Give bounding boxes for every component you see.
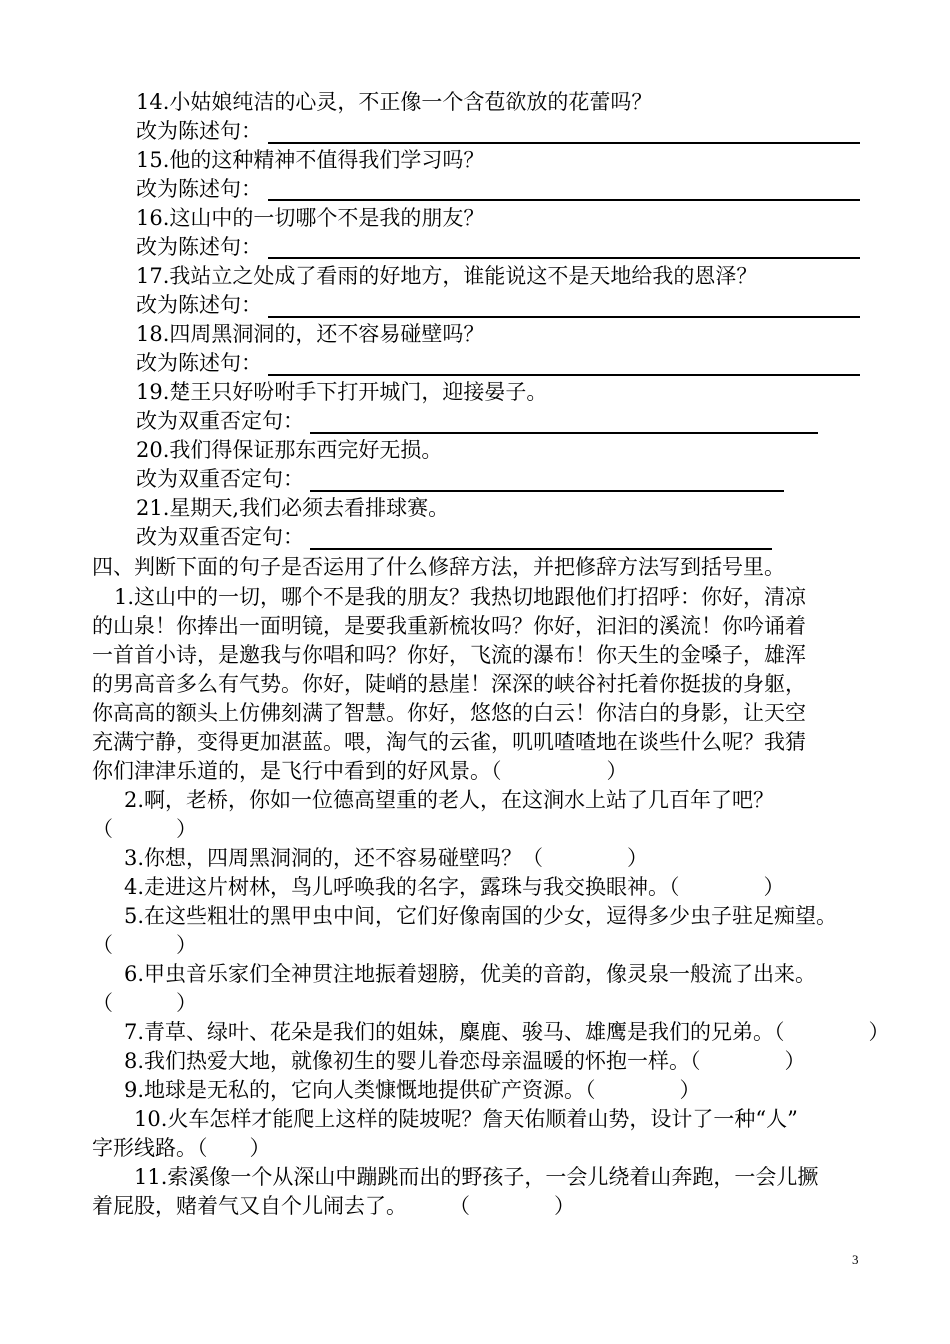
answer-line-14[interactable] [268,142,860,144]
answer-prompt-19: 改为双重否定句： [136,409,304,433]
section-heading-4: 四、判断下面的句子是否运用了什么修辞方法，并把修辞方法写到括号里。 [92,555,785,579]
question-16: 16.这山中的一切哪个不是我的朋友？ [136,206,485,230]
question-4-3: 3.你想，四周黑洞洞的，还不容易碰壁吗？（ ） [124,846,649,870]
question-20: 20.我们得保证那东西完好无损。 [136,438,443,462]
passage-1-line-2: 的山泉！你捧出一面明镜，是要我重新梳妆吗？你好，汩汩的溪流！你吟诵着 [92,614,806,638]
page-number: 3 [852,1252,859,1267]
answer-line-17[interactable] [268,316,860,318]
passage-1-line-1: 1.这山中的一切，哪个不是我的朋友？我热切地跟他们打招呼：你好，清凉 [114,585,807,609]
question-18: 18.四周黑洞洞的，还不容易碰壁吗？ [136,322,485,346]
answer-line-20[interactable] [310,490,784,492]
question-4-2: 2.啊，老桥，你如一位德高望重的老人，在这涧水上站了几百年了吧？ [124,788,775,812]
question-4-7: 7.青草、绿叶、花朵是我们的姐妹，麋鹿、骏马、雄鹰是我们的兄弟。（ ） [124,1020,890,1044]
question-4-5: 5.在这些粗壮的黑甲虫中间，它们好像南国的少女，逗得多少虫子驻足痴望。 [124,904,838,928]
answer-line-19[interactable] [310,432,818,434]
question-14: 14.小姑娘纯洁的心灵，不正像一个含苞欲放的花蕾吗？ [136,90,653,114]
question-4-11-cont: 着屁股，赌着气又自个儿闹去了。 （ ） [92,1194,575,1218]
answer-line-15[interactable] [268,199,860,201]
answer-prompt-15: 改为陈述句： [136,177,262,201]
answer-prompt-20: 改为双重否定句： [136,467,304,491]
answer-bracket-4-6[interactable]: （ ） [92,991,197,1015]
question-4-9: 9.地球是无私的，它向人类慷慨地提供矿产资源。（ ） [124,1078,701,1102]
answer-prompt-16: 改为陈述句： [136,235,262,259]
passage-1-line-4: 的男高音多么有气势。你好，陡峭的悬崖！深深的峡谷衬托着你挺拔的身躯， [92,672,806,696]
answer-prompt-14: 改为陈述句： [136,119,262,143]
answer-prompt-21: 改为双重否定句： [136,525,304,549]
question-4-6: 6.甲虫音乐家们全神贯注地振着翅膀，优美的音韵，像灵泉一般流了出来。 [124,962,817,986]
answer-bracket-4-2[interactable]: （ ） [92,817,197,841]
question-21: 21.星期天,我们必须去看排球赛。 [136,496,450,520]
question-4-11: 11.索溪像一个从深山中蹦跳而出的野孩子，一会儿绕着山奔跑，一会儿撅 [134,1165,819,1189]
answer-line-21[interactable] [310,548,772,550]
question-4-10-cont: 字形线路。（ ） [92,1136,271,1160]
answer-bracket-4-5[interactable]: （ ） [92,933,197,957]
answer-prompt-18: 改为陈述句： [136,351,262,375]
passage-1-line-7: 你们津津乐道的，是飞行中看到的好风景。（ ） [92,759,628,783]
passage-1-line-6: 充满宁静，变得更加湛蓝。喂，淘气的云雀，叽叽喳喳地在谈些什么呢？我猜 [92,730,806,754]
answer-prompt-17: 改为陈述句： [136,293,262,317]
passage-1-line-5: 你高高的额头上仿佛刻满了智慧。你好，悠悠的白云！你洁白的身影，让天空 [92,701,806,725]
question-15: 15.他的这种精神不值得我们学习吗？ [136,148,485,172]
answer-line-18[interactable] [268,374,860,376]
question-17: 17.我站立之处成了看雨的好地方，谁能说这不是天地给我的恩泽？ [136,264,758,288]
question-4-10: 10.火车怎样才能爬上这样的陡坡呢？詹天佑顺着山势，设计了一种“人” [134,1107,798,1131]
question-4-4: 4.走进这片树林，鸟儿呼唤我的名字，露珠与我交换眼神。（ ） [124,875,785,899]
question-19: 19.楚王只好吩咐手下打开城门，迎接晏子。 [136,380,548,404]
answer-line-16[interactable] [268,257,860,259]
question-4-8: 8.我们热爱大地，就像初生的婴儿眷恋母亲温暖的怀抱一样。（ ） [124,1049,806,1073]
passage-1-line-3: 一首首小诗，是邀我与你唱和吗？你好，飞流的瀑布！你天生的金嗓子，雄浑 [92,643,806,667]
